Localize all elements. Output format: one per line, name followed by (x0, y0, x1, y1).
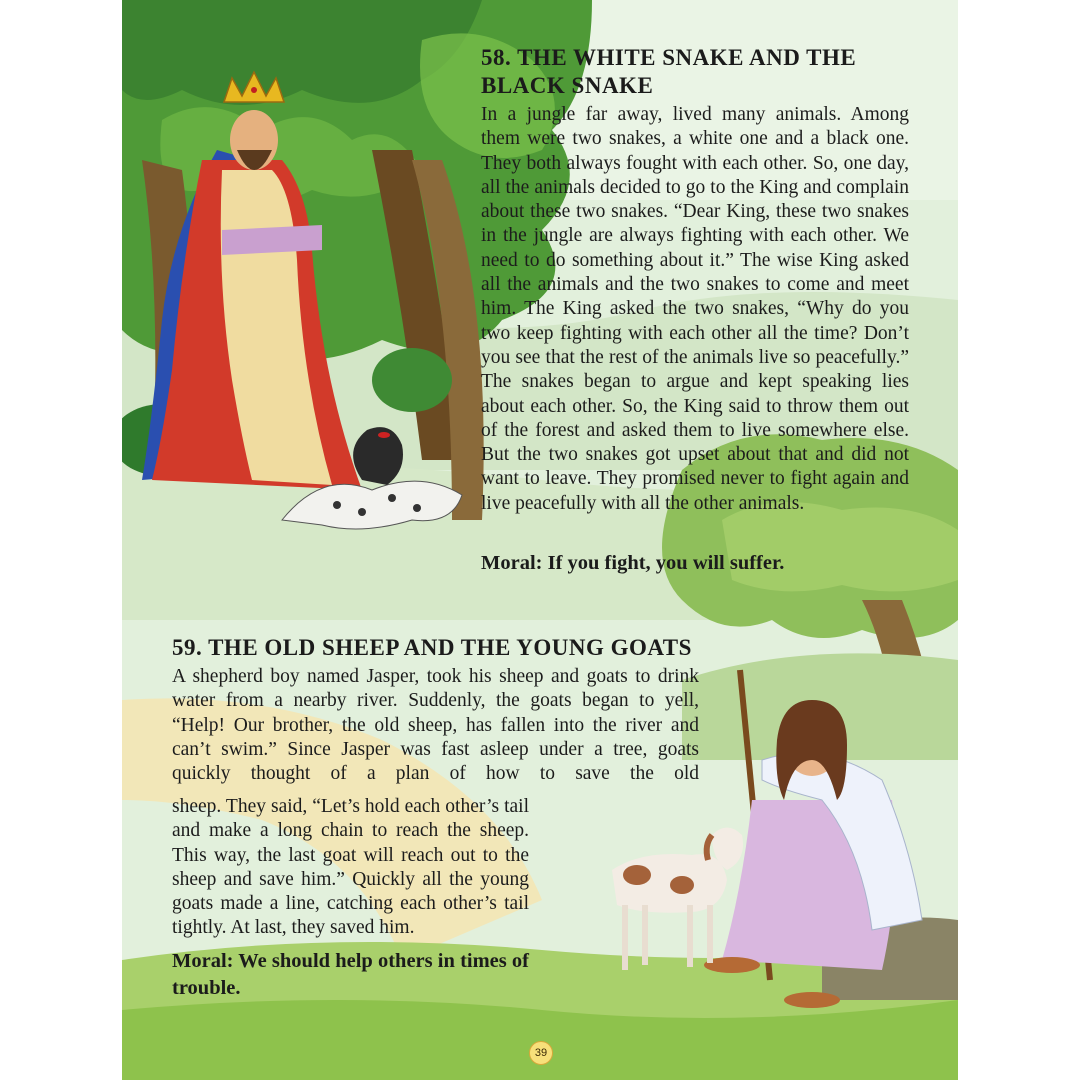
story-59-moral: Moral: We should help others in times of trouble. (172, 950, 529, 999)
story-59-body-top: A shepherd boy named Jasper, took his sheep and goats to drink water from a nearby river. Suddenly, the goats began to yell, “Help! Our brother, the old sheep, has fallen into the river and can’t swim.” Since Jasper was fast asleep under a tree, goats quickly thought of a plan of how to save the old (172, 666, 699, 785)
story-59-title: 59. THE OLD SHEEP AND THE YOUNG GOATS (172, 635, 692, 660)
story-58-body: In a jungle far away, lived many animals. Among them were two snakes, a white one and a black one. They both always fought with each other. So, one day, all the animals decided to go to the King and complain about these two snakes. “Dear King, these two snakes in the jungle are always fighting with each other. We need to do something about it.” The wise King asked all the animals and the two snakes to come and meet him. The King asked the two snakes, “Why do you two keep fighting with each other all the time? Don’t you see that the rest of the animals live so peacefully.” The snakes began to argue and kept speaking lies about each other. So, the King said to throw them out of the forest and asked them to live somewhere else. But the two snakes got upset about that and did not want to leave. They promised never to fight again and live peacefully with all the other animals. (481, 104, 909, 514)
story-58-title: 58. THE WHITE SNAKE AND THE BLACK SNAKE (481, 45, 857, 98)
page-number: 39 (529, 1041, 553, 1065)
story-59-body-bottom: sheep. They said, “Let’s hold each other’s tail and make a long chain to reach the sheep. This way, the last goat will reach out to the sheep and save him.” Quickly all the young goats made a line, catching each other’s tail tightly. At last, they saved him. (172, 796, 529, 939)
storybook-page (122, 0, 958, 1080)
story-58-moral: Moral: If you fight, you will suffer. (481, 552, 785, 574)
